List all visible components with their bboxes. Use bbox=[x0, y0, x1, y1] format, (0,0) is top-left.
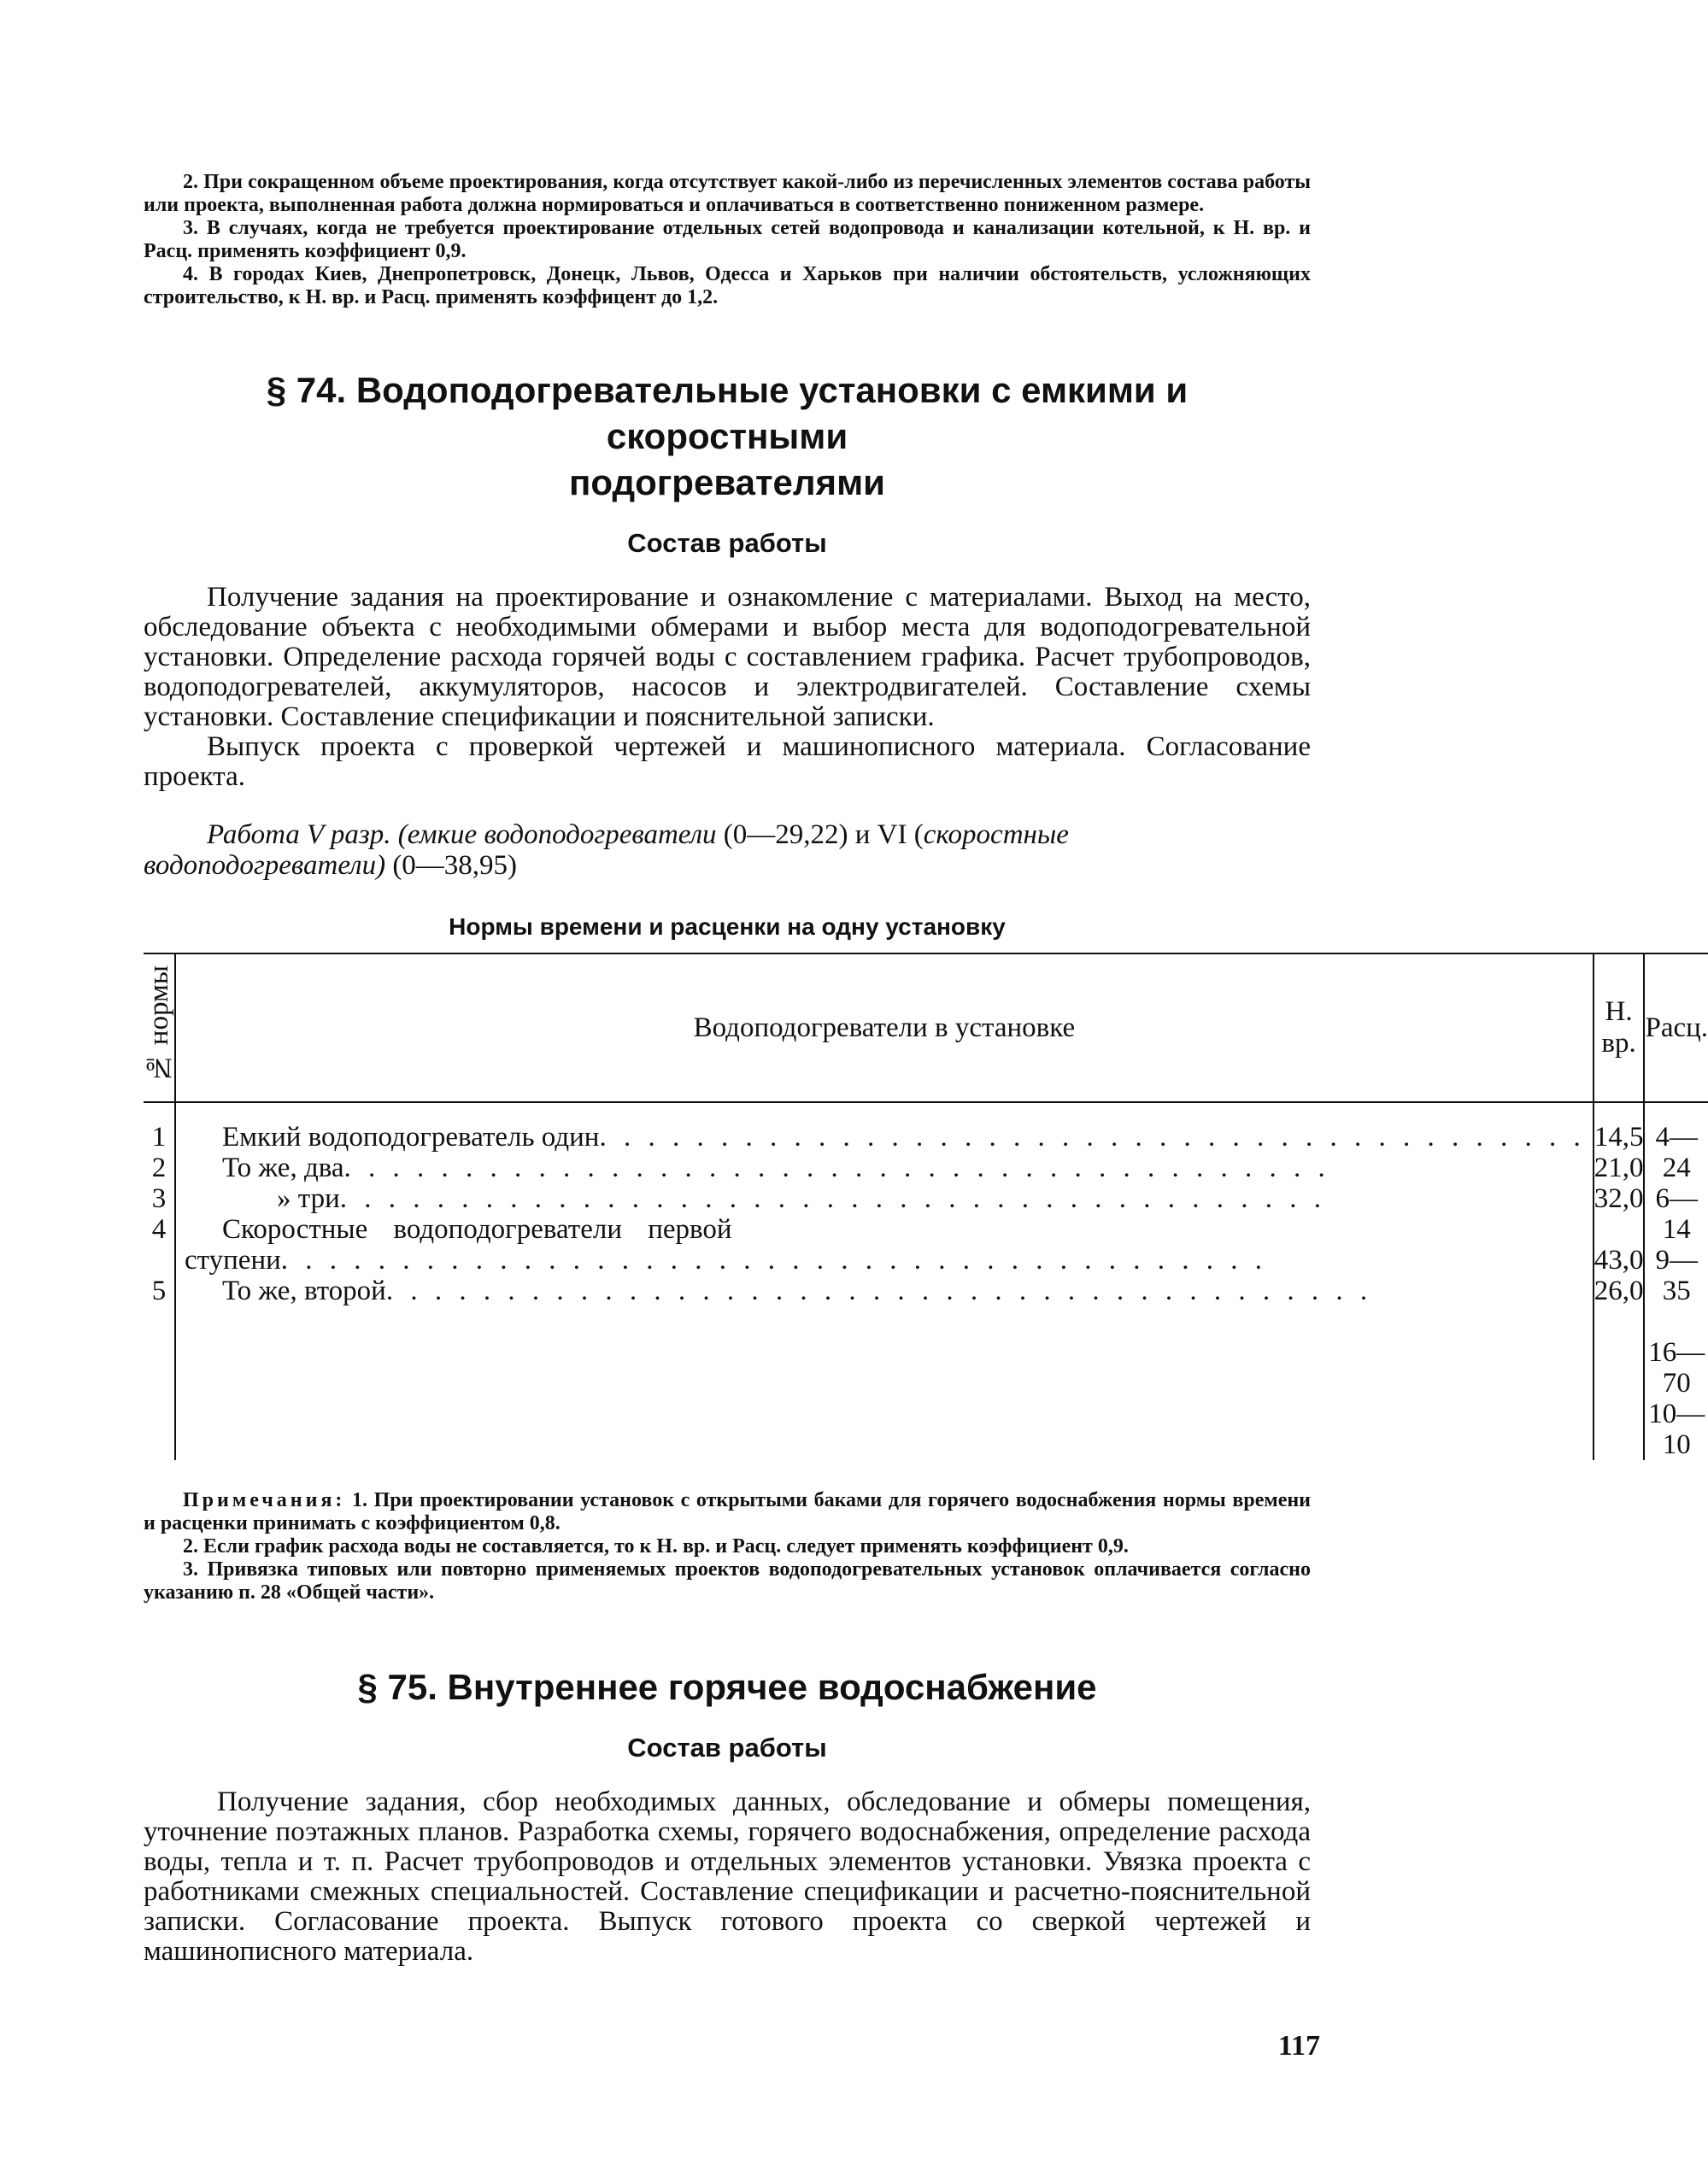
section-75-subtitle: Состав работы bbox=[627, 1733, 827, 1763]
work-normal-2: (0—38,95) bbox=[385, 850, 518, 881]
rate-value: 16—70 bbox=[1648, 1337, 1705, 1399]
section-74-notes bbox=[144, 1489, 1311, 1605]
norm-number: 5 bbox=[151, 1276, 167, 1306]
table-row bbox=[222, 1276, 1586, 1306]
table-row bbox=[222, 1183, 1586, 1214]
intro-note-2: 2. При сокращенном объеме проектирования, когда отсутствует какой-либо из перечисленных элементов состава работы или проекта, выполненная работа должна нормироваться и оплачиваться в соответственно пониженном размере. bbox=[144, 171, 1311, 216]
note-2: 2. Если график расхода воды не составляется, то к Н. вр. и Расц. следует применять коэффициент 0,9. bbox=[183, 1535, 1129, 1558]
rate-value: 9—35 bbox=[1655, 1245, 1698, 1306]
rate-value: 4—24 bbox=[1655, 1122, 1698, 1183]
section-74-subtitle: Состав работы bbox=[627, 528, 827, 558]
norm-number: 1 bbox=[151, 1122, 167, 1153]
row-description: ступени bbox=[185, 1245, 281, 1276]
leader-dots bbox=[281, 1245, 1586, 1276]
time-norm-value: 32,0 bbox=[1594, 1183, 1644, 1214]
rates-column bbox=[1644, 1102, 1708, 1460]
section-74-para2: Выпуск проекта с проверкой чертежей и машинописного материала. Согласование проекта. bbox=[144, 731, 1311, 792]
work-normal-1: (0—29,22) и VI ( bbox=[716, 819, 924, 850]
leader-dots bbox=[344, 1153, 1586, 1183]
header-rate: Расц. bbox=[1644, 953, 1708, 1102]
rate-value: 6—14 bbox=[1655, 1183, 1698, 1245]
intro-notes bbox=[144, 171, 1311, 309]
section-74-title-line2: подогревателями bbox=[569, 462, 885, 502]
notes-label: Примечания: bbox=[183, 1489, 346, 1511]
table-row bbox=[185, 1245, 1586, 1276]
note-1 bbox=[144, 1489, 1311, 1535]
norm-number bbox=[144, 1245, 174, 1276]
intro-note-3: 3. В случаях, когда не требуется проектирование отдельных сетей водопровода и канализации котельной, к Н. вр. и Расц. применять коэффициент 0,9. bbox=[144, 217, 1311, 262]
leader-dots bbox=[386, 1276, 1586, 1306]
row-description: Емкий водоподогреватель один bbox=[222, 1122, 600, 1153]
section-74-body bbox=[144, 583, 1311, 792]
intro-note-4: 4. В городах Киев, Днепропетровск, Донецк, Львов, Одесса и Харьков при наличии обстоятельств, усложняющих строительство, к Н. вр. и Расц. применять коэффицент до 1,2. bbox=[144, 263, 1311, 308]
row-description: Скоростные водоподогреватели первой bbox=[222, 1214, 732, 1245]
norm-numbers-column bbox=[144, 1102, 175, 1460]
leader-dots bbox=[599, 1122, 1585, 1153]
table-header-row bbox=[144, 953, 1708, 1102]
page-number: 117 bbox=[1277, 2030, 1320, 2062]
section-74-para1: Получение задания на проектирование и ознакомление с материалами. Выход на место, обследование объекта с необходимыми обмерами и выбор места для водоподогревательной установки. Определение расхода горячей воды с составлением графика. Расчет трубопроводов, водоподогревателей, аккумуляторов, насосов и электродвигателей. Составление схемы установки. Составление спецификации и пояснительной записки. bbox=[144, 582, 1311, 732]
time-norm-value bbox=[1594, 1214, 1644, 1245]
row-description: То же, второй bbox=[222, 1276, 386, 1306]
section-75-body bbox=[144, 1787, 1311, 1967]
time-norm-value: 14,5 bbox=[1594, 1122, 1644, 1153]
note-1-text: 1. При проектировании установок с открытыми баками для горячего водоснабжения нормы времени и расценки принимать с коэффициентом 0,8. bbox=[144, 1489, 1312, 1534]
table-row bbox=[222, 1122, 1586, 1153]
work-italic-2: скоростные водоподогреватели) bbox=[144, 819, 1069, 881]
norm-number: 2 bbox=[151, 1153, 167, 1183]
header-time-norm: Н. вр. bbox=[1594, 953, 1645, 1102]
header-norm-number: № нормы bbox=[144, 965, 174, 1083]
norm-number: 4 bbox=[151, 1214, 167, 1245]
descriptions-column bbox=[175, 1102, 1594, 1460]
section-74-title bbox=[144, 367, 1311, 506]
section-75-title: § 75. Внутреннее горячее водоснабжение bbox=[357, 1667, 1097, 1707]
header-description: Водоподогреватели в установке bbox=[175, 953, 1594, 1102]
section-75-para: Получение задания, сбор необходимых данных, обследование и обмеры помещения, уточнение поэтажных планов. Разработка схемы, горячего водоснабжения, определение расхода воды, тепла и т. п. Расчет трубопроводов и отдельных элементов установки. Увязка проекта с работниками смежных специальностей. Составление спецификации и расчетно-пояснительной записки. Согласование проекта. Выпуск готового проекта со сверкой чертежей и машинописного материала. bbox=[144, 1786, 1311, 1967]
norms-table bbox=[144, 953, 1708, 1460]
table-body-row bbox=[144, 1102, 1708, 1460]
section-74-work-grade bbox=[144, 819, 1311, 881]
rate-value bbox=[1645, 1306, 1708, 1337]
table-title: Нормы времени и расценки на одну установку bbox=[449, 913, 1006, 940]
page-content bbox=[144, 171, 1708, 1967]
note-3: 3. Привязка типовых или повторно применяемых проектов водоподогревательных установок оплачивается согласно указанию п. 28 «Общей части». bbox=[144, 1558, 1311, 1604]
time-norm-value: 43,0 bbox=[1594, 1245, 1644, 1276]
leader-dots bbox=[340, 1183, 1586, 1214]
rate-value: 10—10 bbox=[1648, 1399, 1705, 1460]
time-norms-column bbox=[1594, 1102, 1645, 1460]
norm-number: 3 bbox=[151, 1183, 167, 1214]
row-description: » три bbox=[277, 1183, 340, 1214]
row-description: То же, два bbox=[222, 1153, 344, 1183]
time-norm-value: 21,0 bbox=[1594, 1153, 1644, 1183]
table-row bbox=[222, 1214, 1586, 1245]
work-italic-1: Работа V разр. (емкие водоподогреватели bbox=[207, 819, 717, 850]
table-row bbox=[222, 1153, 1586, 1183]
time-norm-value: 26,0 bbox=[1594, 1276, 1644, 1306]
section-74-title-line1: § 74. Водоподогревательные установки с емкими и скоростными bbox=[266, 370, 1189, 456]
